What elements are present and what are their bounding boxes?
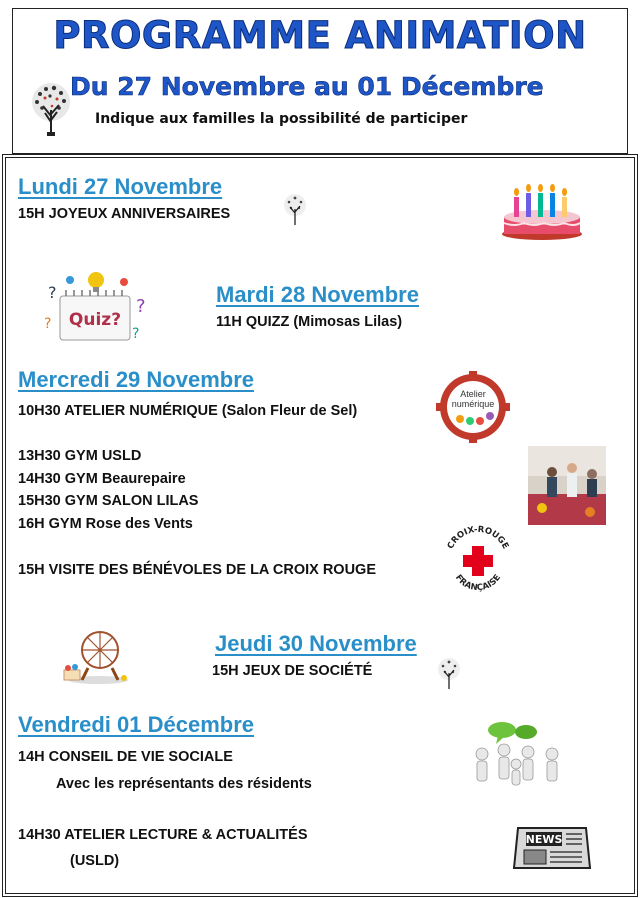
svg-text:Quiz?: Quiz? [68, 310, 122, 330]
svg-text:?: ? [44, 316, 52, 332]
svg-text:CROIX-ROUGE: CROIX-ROUGE [445, 524, 511, 551]
page-title: PROGRAMME ANIMATION [53, 14, 587, 57]
tagline: Indique aux familles la possibilité de participer [95, 111, 468, 127]
svg-text:?: ? [48, 283, 57, 302]
day-friday-heading: Vendredi 01 Décembre [18, 712, 255, 737]
gym-photo-icon [528, 446, 606, 525]
bingo-cage-icon [60, 624, 132, 686]
svg-text:?: ? [132, 326, 140, 342]
event-gym-salon-lilas: 15H30 GYM SALON LILAS [18, 493, 199, 509]
croix-rouge-logo-icon [440, 524, 516, 596]
svg-text:?: ? [136, 296, 146, 317]
atelier-numerique-badge-icon [436, 371, 510, 443]
event-quizz: 11H QUIZZ (Mimosas Lilas) [216, 314, 403, 330]
birthday-cake-icon [500, 183, 584, 241]
event-conseil-detail: Avec les représentants des résidents [56, 776, 312, 792]
svg-text:NEWS: NEWS [525, 833, 563, 846]
tree-logo-icon [26, 80, 76, 140]
event-atelier-numerique: 10H30 ATELIER NUMÉRIQUE (Salon Fleur de Sel) [18, 403, 358, 419]
event-jeux-de-societe: 15H JEUX DE SOCIÉTÉ [212, 663, 373, 679]
svg-text:numérique: numérique [451, 399, 495, 409]
tree-small-icon [281, 193, 309, 227]
day-wednesday-heading: Mercredi 29 Novembre [18, 367, 254, 392]
day-tuesday-heading: Mardi 28 Novembre [216, 282, 419, 307]
discussion-group-icon [468, 718, 572, 790]
event-gym-usld: 13H30 GYM USLD [18, 448, 142, 464]
day-monday-heading: Lundi 27 Novembre [18, 174, 223, 199]
svg-text:FRANÇAISE: FRANÇAISE [452, 572, 504, 594]
day-thursday-heading: Jeudi 30 Novembre [215, 631, 417, 656]
newspaper-icon [512, 822, 592, 872]
quiz-illustration-icon [40, 268, 152, 344]
event-anniversaires: 15H JOYEUX ANNIVERSAIRES [18, 206, 231, 222]
svg-text:Atelier: Atelier [460, 389, 486, 399]
event-conseil-vie-sociale: 14H CONSEIL DE VIE SOCIALE [18, 749, 233, 765]
event-atelier-lecture: 14H30 ATELIER LECTURE & ACTUALITÉS [18, 827, 308, 843]
date-range: Du 27 Novembre au 01 Décembre [70, 72, 544, 101]
tree-small-icon-2 [435, 657, 463, 691]
event-croix-rouge: 15H VISITE DES BÉNÉVOLES DE LA CROIX ROUGE [18, 562, 377, 578]
event-gym-beaurepaire: 14H30 GYM Beaurepaire [18, 471, 186, 487]
event-gym-rose-des-vents: 16H GYM Rose des Vents [18, 516, 193, 532]
event-atelier-lecture-detail: (USLD) [70, 853, 120, 869]
